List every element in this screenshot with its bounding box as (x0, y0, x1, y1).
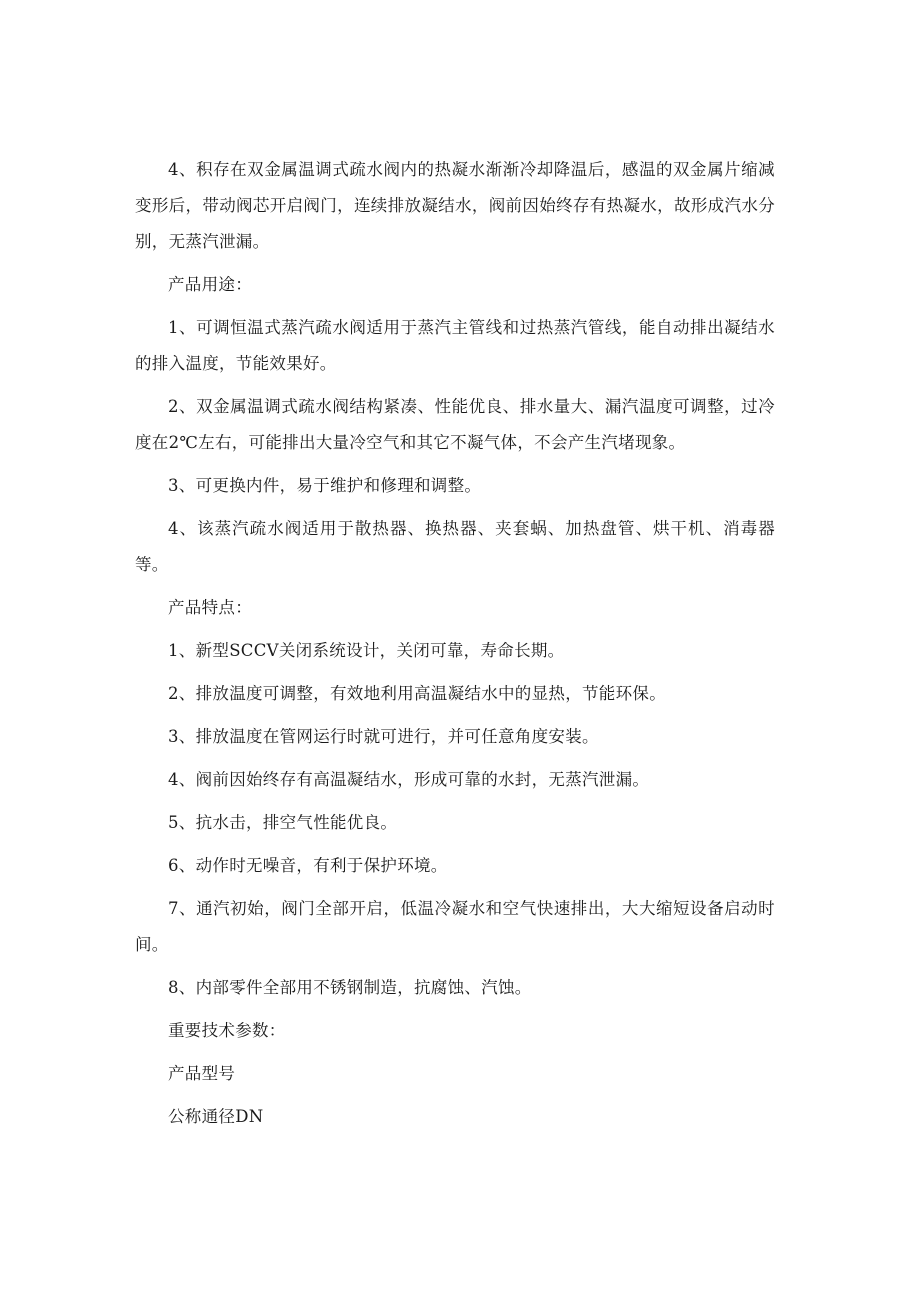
paragraph-usage-1: 1、可调恒温式蒸汽疏水阀适用于蒸汽主管线和过热蒸汽管线，能自动排出凝结水的排入温度，节能效果好。 (135, 318, 775, 373)
paragraph-feature-1: 1、新型SCCV关闭系统设计，关闭可靠，寿命长期。 (168, 641, 565, 660)
label-product-model: 产品型号 (168, 1064, 236, 1083)
paragraph-feature-6: 6、动作时无噪音，有利于保护环境。 (168, 856, 448, 875)
document-body (135, 152, 775, 1142)
paragraph-feature-5: 5、抗水击，排空气性能优良。 (168, 813, 398, 832)
paragraph-feature-3: 3、排放温度在管网运行时就可进行，并可任意角度安装。 (168, 727, 599, 746)
heading-product-usage: 产品用途： (168, 275, 252, 294)
paragraph-feature-2: 2、排放温度可调整，有效地利用高温凝结水中的显热，节能环保。 (168, 684, 666, 703)
heading-product-features: 产品特点： (168, 598, 252, 617)
paragraph-steam-trap-principle-4: 4、积存在双金属温调式疏水阀内的热凝水渐渐冷却降温后，感温的双金属片缩减变形后，带动阀芯开启阀门，连续排放凝结水，阀前因始终存有热凝水，故形成汽水分别，无蒸汽泄漏。 (135, 160, 775, 251)
paragraph-feature-4: 4、阀前因始终存有高温凝结水，形成可靠的水封，无蒸汽泄漏。 (168, 770, 650, 789)
label-nominal-diameter: 公称通径DN (168, 1107, 264, 1126)
paragraph-usage-4: 4、该蒸汽疏水阀适用于散热器、换热器、夹套蜗、加热盘管、烘干机、消毒器等。 (135, 519, 775, 574)
paragraph-usage-3: 3、可更换内件，易于维护和修理和调整。 (168, 476, 482, 495)
heading-technical-parameters: 重要技术参数： (168, 1021, 286, 1040)
paragraph-usage-2: 2、双金属温调式疏水阀结构紧凑、性能优良、排水量大、漏汽温度可调整，过冷度在2℃左右，可能排出大量冷空气和其它不凝气体，不会产生汽堵现象。 (135, 397, 775, 452)
paragraph-feature-8: 8、内部零件全部用不锈钢制造，抗腐蚀、汽蚀。 (168, 978, 532, 997)
paragraph-feature-7: 7、通汽初始，阀门全部开启，低温冷凝水和空气快速排出，大大缩短设备启动时间。 (135, 899, 775, 954)
